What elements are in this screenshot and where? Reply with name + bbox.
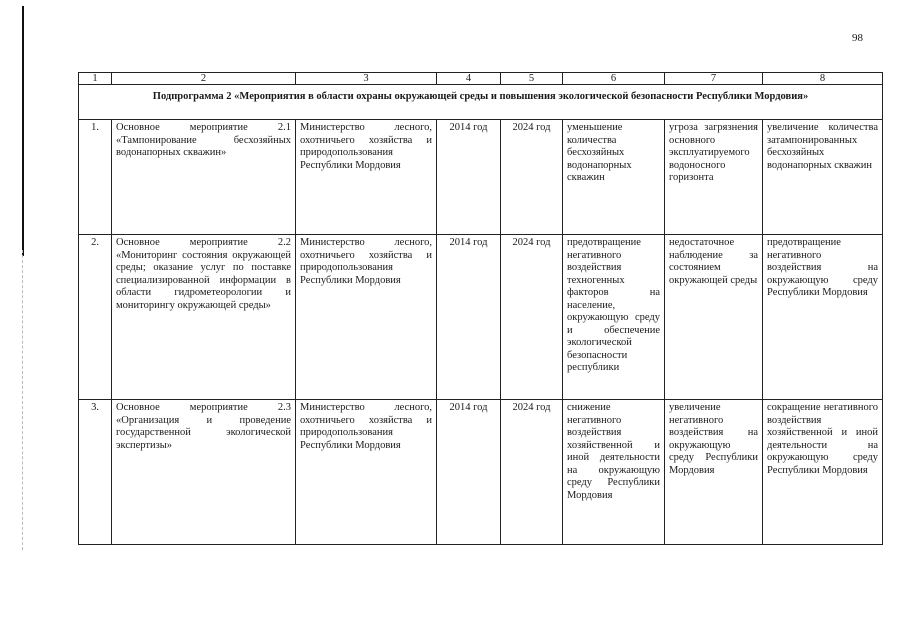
col-num-8: 8 (763, 73, 883, 85)
start-year-cell: 2014 год (437, 400, 501, 545)
result-cell: снижение негативного воздействия хозяйственной и иной деятельности на окружающую среду Республики Мордовия (563, 400, 665, 545)
table-row (79, 120, 883, 235)
consequences-cell: увеличение негативного воздействия на окружающую среду Республики Мордовия (665, 400, 763, 545)
consequences-cell: недостаточное наблюдение за состоянием окружающей среды (665, 235, 763, 400)
indicator-cell: сокращение негативного воздействия хозяйственной и иной деятельности на окружающую среду Республики Мордовия (763, 400, 883, 545)
scan-edge-line (22, 6, 24, 256)
start-year-cell: 2014 год (437, 235, 501, 400)
row-number: 1. (79, 120, 112, 235)
result-cell: уменьшение количества бесхозяйных водонапорных скважин (563, 120, 665, 235)
subprogram-title: Подпрограмма 2 «Мероприятия в области охраны окружающей среды и повышения экологической безопасности Республики Мордовия» (79, 85, 883, 120)
executor-cell: Министерство лесного, охотничьего хозяйства и природопользования Республики Мордовия (296, 400, 437, 545)
page-number: 98 (852, 32, 863, 44)
table-row (79, 400, 883, 545)
consequences-cell: угроза загрязнения основного эксплуатируемого водоносного горизонта (665, 120, 763, 235)
table-row (79, 235, 883, 400)
col-num-6: 6 (563, 73, 665, 85)
result-cell: предотвращение негативного воздействия техногенных факторов на население, окружающую среду и обеспечение экологической безопасности республики (563, 235, 665, 400)
executor-cell: Министерство лесного, охотничьего хозяйства и природопользования Республики Мордовия (296, 120, 437, 235)
col-num-7: 7 (665, 73, 763, 85)
end-year-cell: 2024 год (501, 400, 563, 545)
end-year-cell: 2024 год (501, 120, 563, 235)
col-num-5: 5 (501, 73, 563, 85)
end-year-cell: 2024 год (501, 235, 563, 400)
indicator-cell: увеличение количества затампонированных бесхозяйных водонапорных скважин (763, 120, 883, 235)
executor-cell: Министерство лесного, охотничьего хозяйства и природопользования Республики Мордовия (296, 235, 437, 400)
col-num-4: 4 (437, 73, 501, 85)
col-num-1: 1 (79, 73, 112, 85)
col-num-2: 2 (112, 73, 296, 85)
indicator-cell: предотвращение негативного воздействия на окружающую среду Республики Мордовия (763, 235, 883, 400)
column-number-row (79, 73, 883, 85)
activity-cell: Основное мероприятие 2.2 «Мониторинг состояния окружающей среды; оказание услуг по поставке специализированной информации в области гидрометеорологии и мониторингу окружающей среды» (112, 235, 296, 400)
scan-edge-dashes (22, 250, 23, 550)
row-number: 3. (79, 400, 112, 545)
row-number: 2. (79, 235, 112, 400)
subprogram-row (79, 85, 883, 120)
measures-table (78, 72, 883, 545)
activity-cell: Основное мероприятие 2.3 «Организация и проведение государственной экологической экспертизы» (112, 400, 296, 545)
activity-cell: Основное мероприятие 2.1 «Тампонирование бесхозяйных водонапорных скважин» (112, 120, 296, 235)
col-num-3: 3 (296, 73, 437, 85)
start-year-cell: 2014 год (437, 120, 501, 235)
